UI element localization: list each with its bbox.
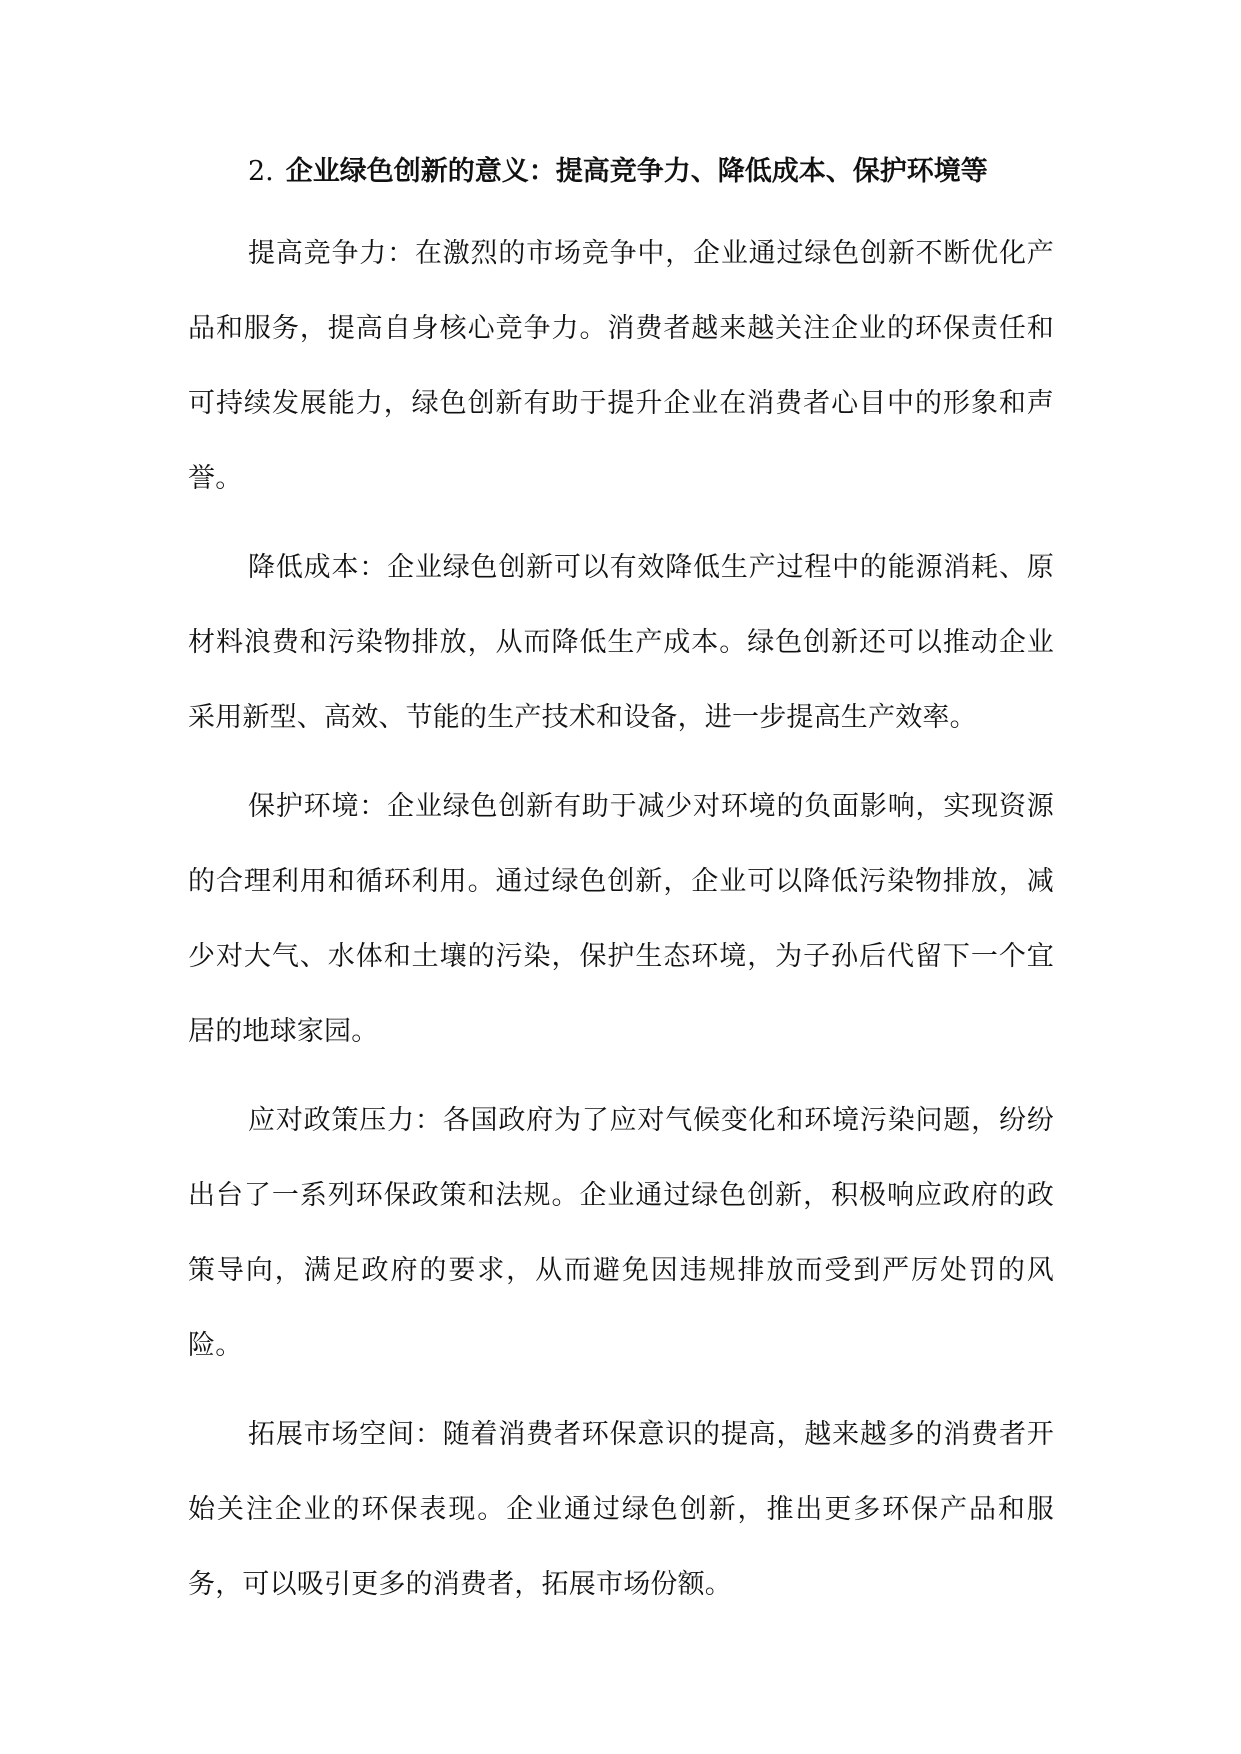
section-title: 企业绿色创新的意义：提高竞争力、降低成本、保护环境等 (285, 156, 988, 187)
paragraph-market-expansion: 拓展市场空间：随着消费者环保意识的提高，越来越多的消费者开始关注企业的环保表现。企业通过绿色创新，推出更多环保产品和服务，可以吸引更多的消费者，拓展市场份额。 (188, 1419, 1054, 1600)
paragraph-cost-reduction: 降低成本：企业绿色创新可以有效降低生产过程中的能源消耗、原材料浪费和污染物排放，从而降低生产成本。绿色创新还可以推动企业采用新型、高效、节能的生产技术和设备，进一步提高生产效率。 (188, 552, 1054, 733)
paragraph-environment-protection: 保护环境：企业绿色创新有助于减少对环境的负面影响，实现资源的合理利用和循环利用。通过绿色创新，企业可以降低污染物排放，减少对大气、水体和土壤的污染，保护生态环境，为子孙后代留下一个宜居的地球家园。 (188, 791, 1054, 1047)
paragraph-competitiveness: 提高竞争力：在激烈的市场竞争中，企业通过绿色创新不断优化产品和服务，提高自身核心竞争力。消费者越来越关注企业的环保责任和可持续发展能力，绿色创新有助于提升企业在消费者心目中的形象和声誉。 (188, 238, 1054, 494)
document-body (188, 142, 1054, 1622)
section-number: 2. (248, 156, 274, 187)
section-heading (188, 142, 1054, 202)
paragraph-policy-pressure: 应对政策压力：各国政府为了应对气候变化和环境污染问题，纷纷出台了一系列环保政策和法规。企业通过绿色创新，积极响应政府的政策导向，满足政府的要求，从而避免因违规排放而受到严厉处罚的风险。 (188, 1105, 1054, 1361)
